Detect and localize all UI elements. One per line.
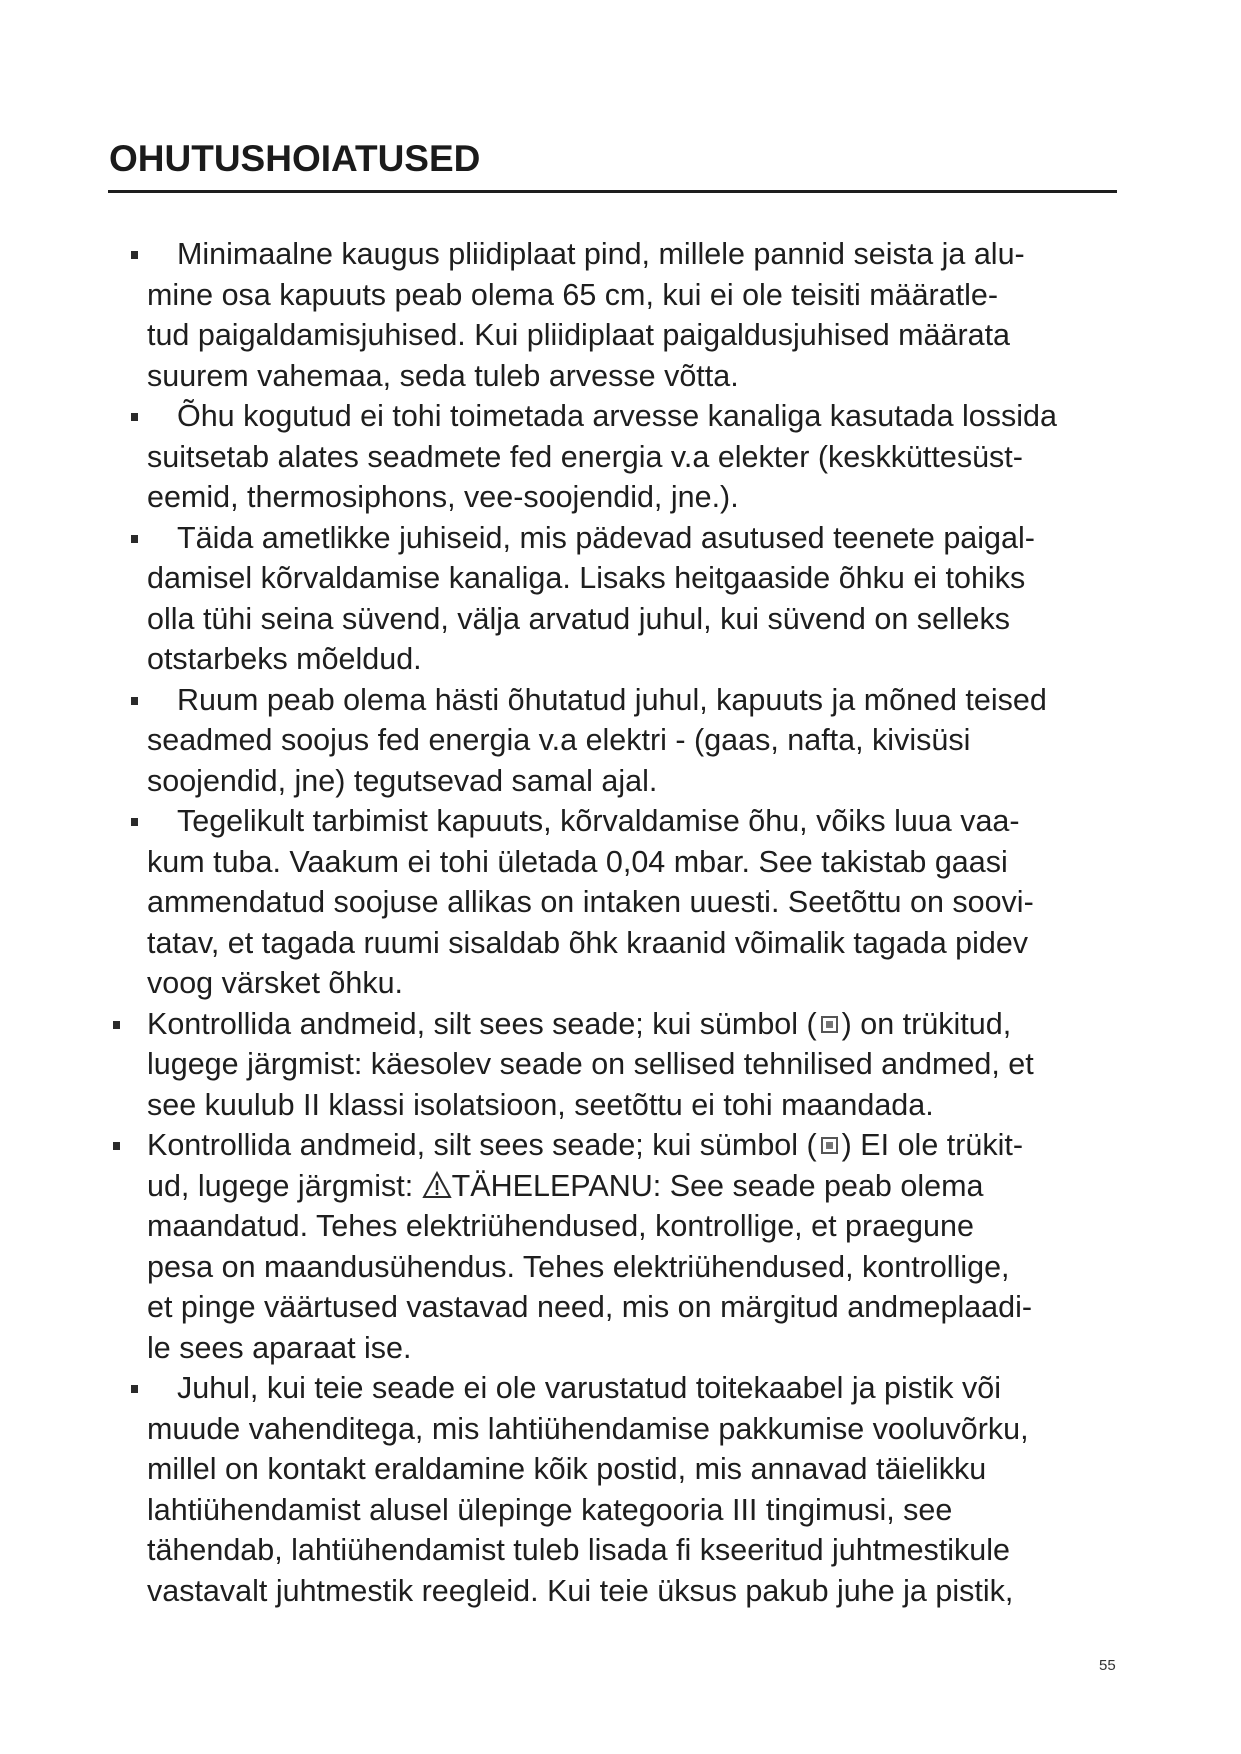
item-line: olla tühi seina süvend, välja arvatud juhul, kui süvend on selleks xyxy=(147,601,1010,636)
item-line xyxy=(147,1004,1141,1045)
item-line: otstarbeks mõeldud. xyxy=(147,642,422,676)
class-ii-symbol-icon xyxy=(821,1137,838,1154)
item-line: suurem vahemaa, seda tuleb arvesse võtta. xyxy=(147,358,739,393)
item-line: eemid, thermosiphons, vee-soojendid, jne.). xyxy=(147,480,739,514)
bullet-icon xyxy=(131,251,138,259)
item-text: ) on trükitud, xyxy=(841,1006,1012,1041)
list-item xyxy=(0,1004,1241,1126)
item-line: muude vahenditega, mis lahtiühendamise pakkumise vooluvõrku, xyxy=(147,1411,1029,1446)
bullet-icon xyxy=(113,1142,120,1150)
item-line: tähendab, lahtiühendamist tuleb lisada fi kseeritud juhtmestikule xyxy=(147,1533,1010,1567)
item-line: Ruum peab olema hästi õhutatud juhul, kapuuts ja mõned teised xyxy=(177,682,1047,717)
item-line: lugege järgmist: käesolev seade on sellised tehnilised andmed, et xyxy=(147,1047,1034,1081)
bullet-icon xyxy=(131,413,138,421)
list-item xyxy=(0,234,1241,396)
item-line: Täida ametlikke juhiseid, mis pädevad asutused teenete paigal- xyxy=(177,520,1035,555)
item-text: ud, lugege järgmist: xyxy=(147,1168,422,1203)
bullet-icon xyxy=(131,1385,138,1393)
item-line: suitsetab alates seadmete fed energia v.a elekter (keskküttesüst- xyxy=(147,439,1023,474)
item-text: ) EI ole trükit- xyxy=(841,1128,1024,1162)
page-number: 55 xyxy=(1099,1657,1116,1674)
item-line xyxy=(147,1166,1141,1207)
item-text: TÄHELEPANU: See seade peab olema xyxy=(451,1168,984,1203)
item-line xyxy=(147,1125,1141,1166)
item-line: le sees aparaat ise. xyxy=(147,1330,412,1365)
item-line: see kuulub II klassi isolatsioon, seetõttu ei tohi maandada. xyxy=(147,1087,934,1122)
list-item xyxy=(0,396,1241,518)
item-line: millel on kontakt eraldamine kõik postid, mis annavad täielikku xyxy=(147,1452,987,1486)
bullet-icon xyxy=(131,697,138,705)
title-divider xyxy=(108,190,1117,193)
item-line: Minimaalne kaugus pliidiplaat pind, millele pannid seista ja alu- xyxy=(177,237,1025,271)
item-line: pesa on maandusühendus. Tehes elektriühendused, kontrollige, xyxy=(147,1249,1010,1284)
item-line: vastavalt juhtmestik reegleid. Kui teie üksus pakub juhe ja pistik, xyxy=(147,1573,1014,1608)
safety-warnings-list xyxy=(0,234,1241,1611)
item-text: Kontrollida andmeid, silt sees seade; kui sümbol ( xyxy=(147,1006,817,1041)
item-line: Tegelikult tarbimist kapuuts, kõrvaldamise õhu, võiks luua vaa- xyxy=(177,804,1020,838)
item-line: tud paigaldamisjuhised. Kui pliidiplaat paigaldusjuhised määrata xyxy=(147,318,1011,352)
list-item xyxy=(0,518,1241,680)
item-line: ammendatud soojuse allikas on intaken uuesti. Seetõttu on soovi- xyxy=(147,885,1034,919)
list-item xyxy=(0,680,1241,802)
item-line: mine osa kapuuts peab olema 65 cm, kui ei ole teisiti määratle- xyxy=(147,277,999,312)
item-line: tatav, et tagada ruumi sisaldab õhk kraanid võimalik tagada pidev xyxy=(147,925,1029,960)
bullet-icon xyxy=(131,818,138,826)
item-line: Õhu kogutud ei tohi toimetada arvesse kanaliga kasutada lossida xyxy=(177,399,1057,433)
item-line: soojendid, jne) tegutsevad samal ajal. xyxy=(147,763,658,798)
item-line: et pinge väärtused vastavad need, mis on märgitud andmeplaadi- xyxy=(147,1290,1033,1324)
item-line: seadmed soojus fed energia v.a elektri - (gaas, nafta, kivisüsi xyxy=(147,723,971,757)
list-item xyxy=(0,1368,1241,1611)
page-title: OHUTUSHOIATUSED xyxy=(109,138,481,179)
list-item xyxy=(0,1125,1241,1368)
class-ii-symbol-icon xyxy=(821,1016,838,1033)
item-line: Juhul, kui teie seade ei ole varustatud toitekaabel ja pistik või xyxy=(177,1371,1001,1405)
item-line: kum tuba. Vaakum ei tohi ületada 0,04 mbar. See takistab gaasi xyxy=(147,844,1008,879)
item-line: lahtiühendamist alusel ülepinge kategooria III tingimusi, see xyxy=(147,1492,953,1527)
list-item xyxy=(0,801,1241,1004)
item-line: damisel kõrvaldamise kanaliga. Lisaks heitgaaside õhku ei tohiks xyxy=(147,561,1026,595)
item-line: voog värsket õhku. xyxy=(147,966,404,1000)
item-text: Kontrollida andmeid, silt sees seade; kui sümbol ( xyxy=(147,1128,817,1162)
bullet-icon xyxy=(113,1021,120,1029)
bullet-icon xyxy=(131,535,138,543)
warning-triangle-icon xyxy=(422,1171,452,1199)
item-line: maandatud. Tehes elektriühendused, kontrollige, et praegune xyxy=(147,1209,974,1243)
